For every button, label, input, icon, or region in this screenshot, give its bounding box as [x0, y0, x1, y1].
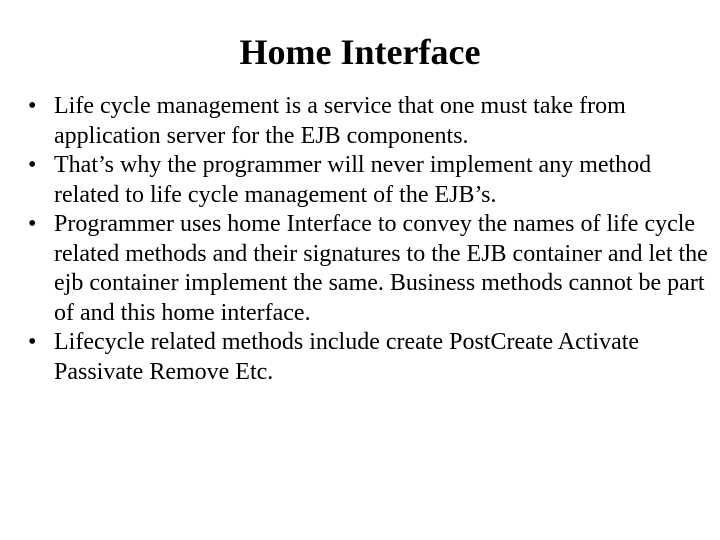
bullet-text: That’s why the programmer will never implement any method related to life cycle management of the EJB’s.: [54, 152, 652, 208]
slide-title: Home Interface: [239, 32, 481, 72]
bullet-item: [28, 92, 708, 151]
bullet-item: [28, 210, 708, 328]
bullet-item: [28, 151, 708, 210]
bullet-dot-icon: •: [28, 329, 37, 355]
bullet-item: [28, 328, 708, 387]
bullet-list: [28, 92, 708, 387]
bullet-text: Programmer uses home Interface to convey the names of life cycle related methods and their signatures to the EJB container and let the ejb container implement the same. Business methods cannot be part of and this home interface.: [54, 211, 708, 326]
bullet-dot-icon: •: [28, 93, 37, 119]
bullet-dot-icon: •: [28, 152, 37, 178]
bullet-text: Lifecycle related methods include create PostCreate Activate Passivate Remove Etc.: [54, 329, 640, 385]
bullet-dot-icon: •: [28, 211, 37, 237]
bullet-text: Life cycle management is a service that one must take from application server for the EJB components.: [54, 93, 626, 149]
